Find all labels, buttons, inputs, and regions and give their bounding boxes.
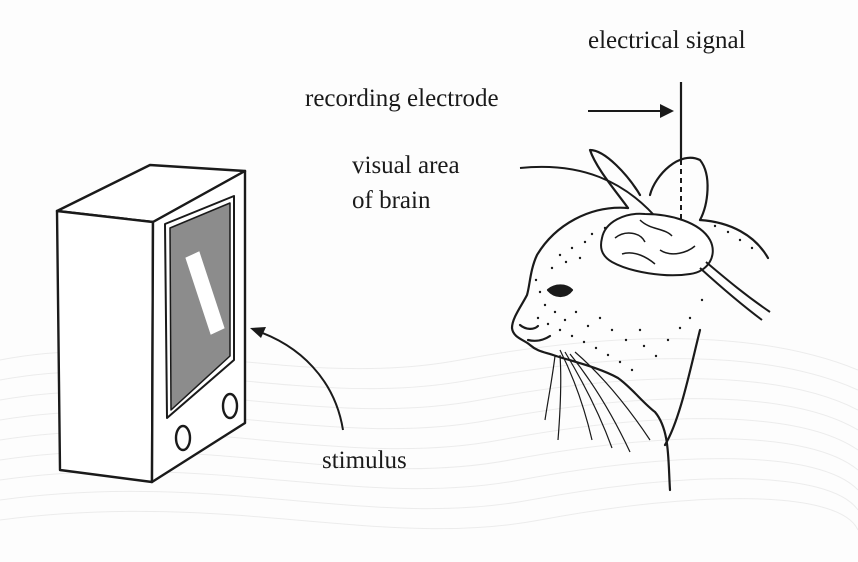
- recording-electrode-label: recording electrode: [305, 85, 499, 112]
- brain-visual-area: [601, 214, 713, 276]
- electrical-signal-label: electrical signal: [588, 27, 746, 54]
- stimulus-label: stimulus: [322, 447, 407, 474]
- visual-area-label-line1: visual area: [352, 152, 460, 179]
- visual-area-label-line2: of brain: [352, 187, 431, 214]
- recording-wires: [700, 262, 770, 320]
- stimulus-arrow: [250, 327, 343, 430]
- knob-right: [223, 394, 237, 418]
- recording-electrode-arrow: [588, 104, 674, 118]
- visual-area-label: [352, 148, 460, 218]
- knob-left: [176, 426, 190, 450]
